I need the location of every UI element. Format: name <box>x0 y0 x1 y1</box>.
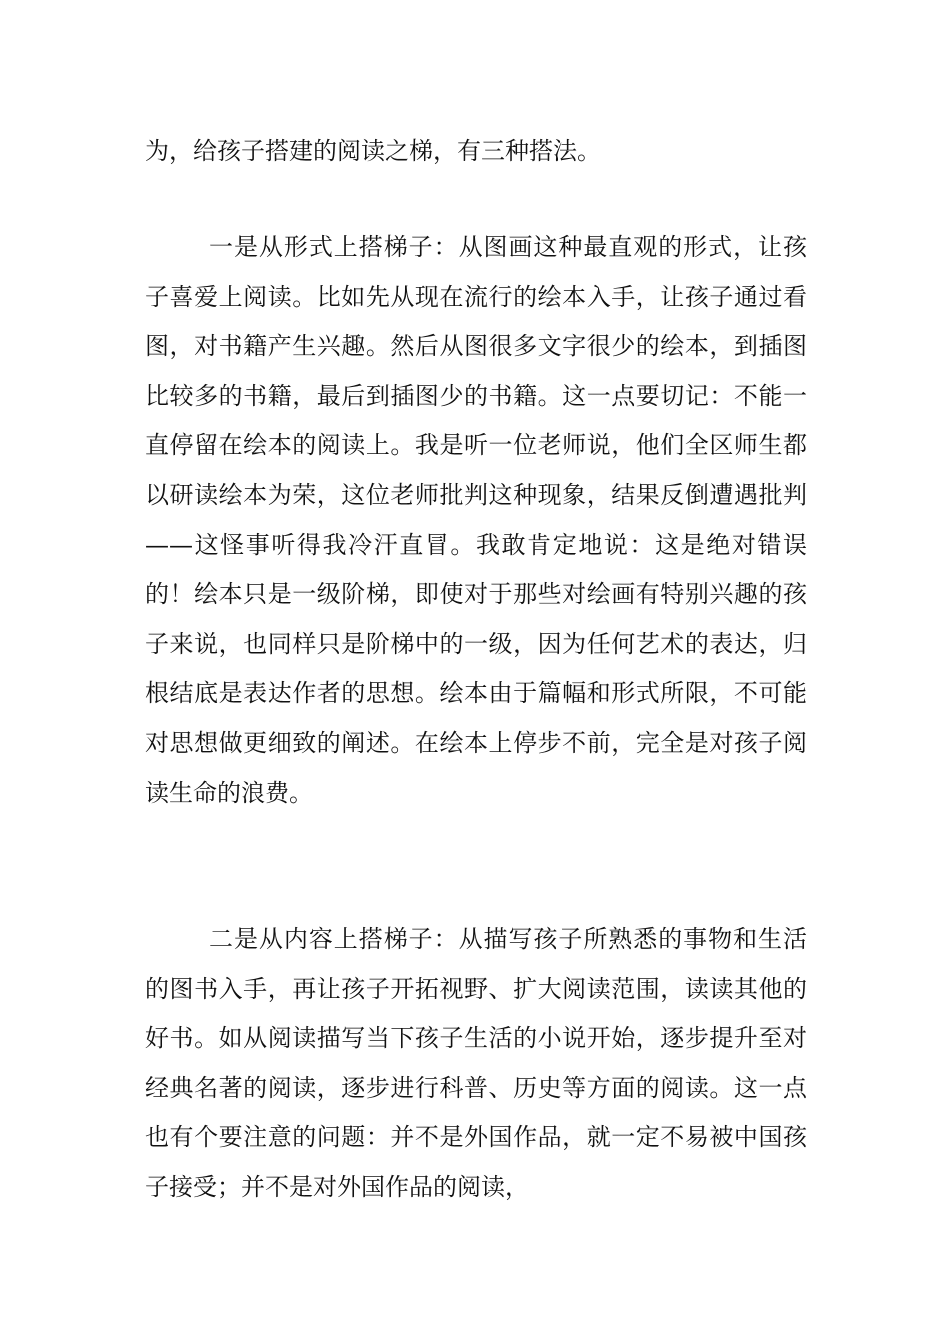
paragraph-content-ladder: 二是从内容上搭梯子：从描写孩子所熟悉的事物和生活的图书入手，再让孩子开拓视野、扩大阅读范围，读读其他的好书。如从阅读描写当下孩子生活的小说开始，逐步提升至对经典名著的阅读，逐步进行科普、历史等方面的阅读。这一点也有个要注意的问题：并不是外国作品，就一定不易被中国孩子接受；并不是对外国作品的阅读， <box>145 925 807 1201</box>
paragraph-form-ladder: 一是从形式上搭梯子：从图画这种最直观的形式，让孩子喜爱上阅读。比如先从现在流行的绘本入手，让孩子通过看图，对书籍产生兴趣。然后从图很多文字很少的绘本，到插图比较多的书籍，最后到插图少的书籍。这一点要切记：不能一直停留在绘本的阅读上。我是听一位老师说，他们全区师生都以研读绘本为荣，这位老师批判这种现象，结果反倒遭遇批判——这怪事听得我冷汗直冒。我敢肯定地说：这是绝对错误的！绘本只是一级阶梯，即使对于那些对绘画有特别兴趣的孩子来说，也同样只是阶梯中的一级，因为任何艺术的表达，归根结底是表达作者的思想。绘本由于篇幅和形式所限，不可能对思想做更细致的阐述。在绘本上停步不前，完全是对孩子阅读生命的浪费。 <box>145 233 807 807</box>
paragraph-continuation: 为，给孩子搭建的阅读之梯，有三种搭法。 <box>145 137 601 165</box>
